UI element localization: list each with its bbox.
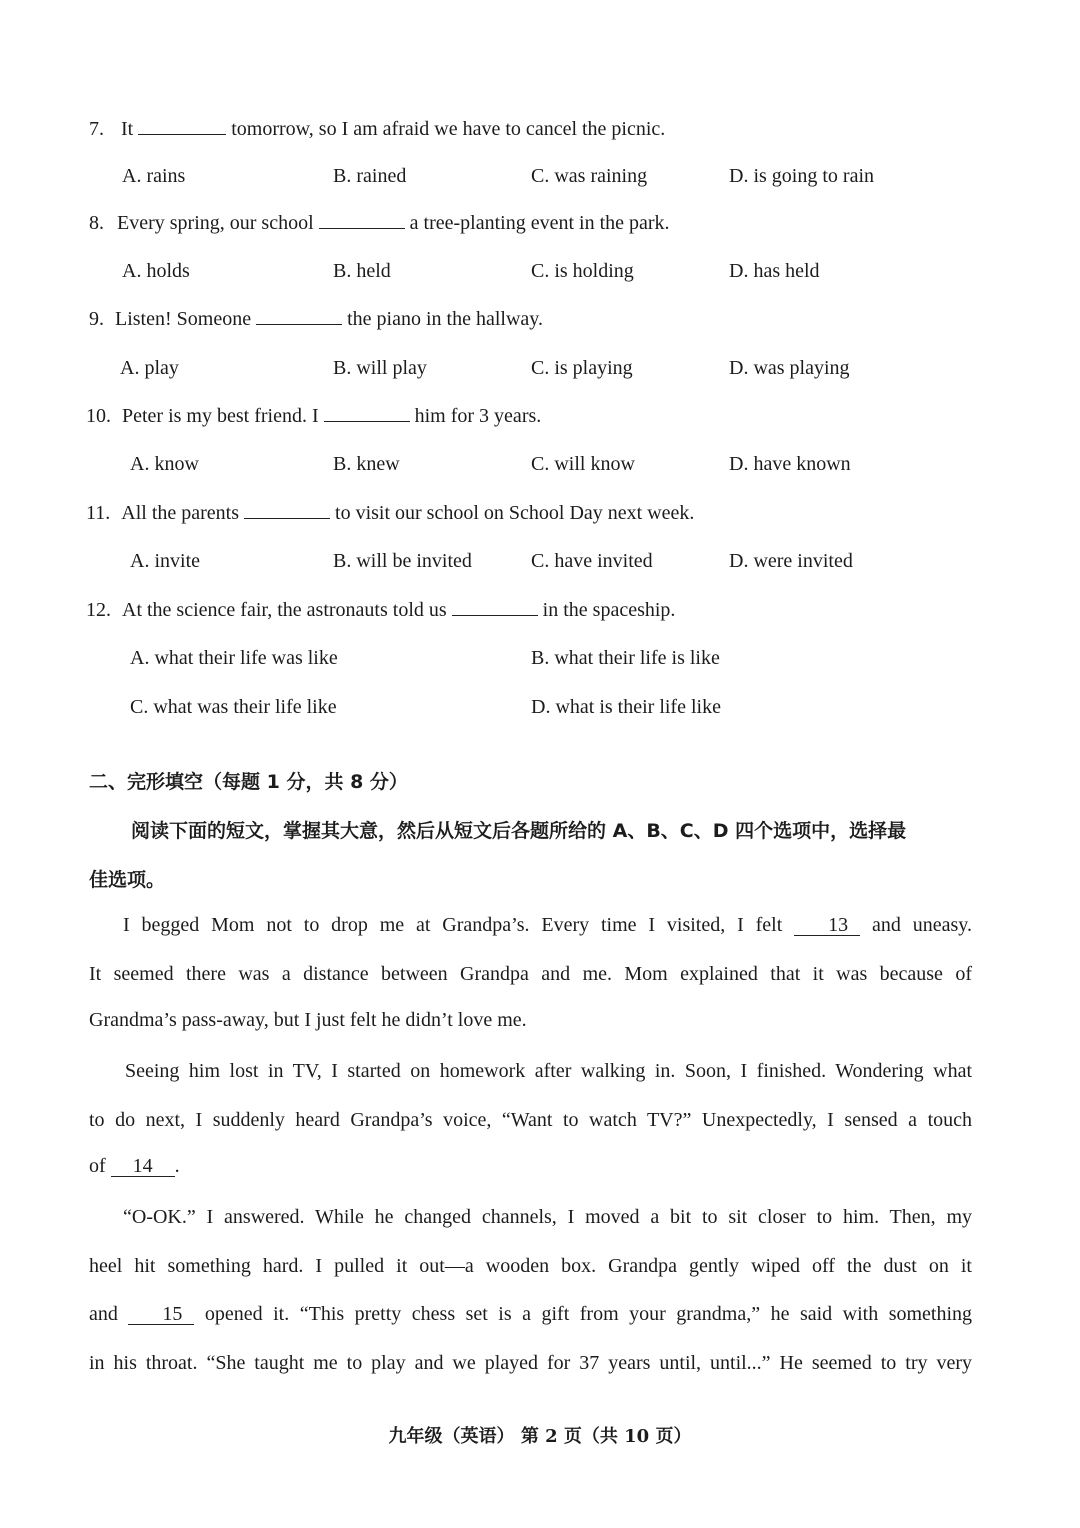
option-letter: C. xyxy=(531,453,550,475)
option-letter: D. xyxy=(729,260,749,282)
question-stem-after: him for 3 years. xyxy=(414,405,542,427)
option-text: is playing xyxy=(554,357,633,379)
answer-blank[interactable] xyxy=(452,614,538,616)
option-letter: D. xyxy=(729,550,749,572)
option-letter: D. xyxy=(729,165,749,187)
option-11c[interactable] xyxy=(531,550,653,573)
option-letter: D. xyxy=(729,357,749,379)
option-12d[interactable] xyxy=(531,696,721,719)
question-number: 10. xyxy=(86,405,111,427)
option-text: holds xyxy=(146,260,190,282)
option-12b[interactable] xyxy=(531,647,720,670)
option-9a[interactable] xyxy=(120,357,179,380)
question-7 xyxy=(89,118,665,141)
passage-text: and uneasy. xyxy=(872,914,973,936)
option-letter: C. xyxy=(531,550,550,572)
section-instruction: 阅读下面的短文，掌握其大意，然后从短文后各题所给的 A、B、C、D 四个选项中，选择最 xyxy=(131,820,907,842)
question-stem-before: Listen! Someone xyxy=(115,308,252,330)
option-text: what was their life like xyxy=(153,696,337,718)
option-10b[interactable] xyxy=(333,453,400,476)
question-number: 7. xyxy=(89,118,104,140)
option-9d[interactable] xyxy=(729,357,850,380)
question-12 xyxy=(86,599,675,622)
option-letter: B. xyxy=(333,165,352,187)
option-text: invite xyxy=(154,550,200,572)
option-letter: A. xyxy=(130,647,150,669)
option-text: will know xyxy=(554,453,635,475)
cloze-blank-14[interactable]: 14 xyxy=(111,1156,175,1177)
answer-blank[interactable] xyxy=(244,517,330,519)
passage-text: to do next, I suddenly heard Grandpa’s voice, “Want to watch TV?” Unexpectedly, I sensed a touch xyxy=(89,1108,972,1131)
section-title: 二、完形填空（每题 1 分，共 8 分） xyxy=(89,771,408,793)
question-stem-before: Every spring, our school xyxy=(117,212,314,234)
option-text: what their life was like xyxy=(154,647,338,669)
option-9b[interactable] xyxy=(333,357,427,380)
option-letter: B. xyxy=(333,260,352,282)
answer-blank[interactable] xyxy=(319,227,405,229)
option-7a[interactable] xyxy=(122,165,185,188)
section-instruction-cont: 佳选项。 xyxy=(89,869,166,891)
option-letter: B. xyxy=(531,647,550,669)
question-number: 9. xyxy=(89,308,104,330)
option-letter: B. xyxy=(333,453,352,475)
option-text: were invited xyxy=(753,550,853,572)
question-number: 11. xyxy=(86,502,111,524)
option-letter: C. xyxy=(531,260,550,282)
option-letter: A. xyxy=(122,260,142,282)
option-text: has held xyxy=(753,260,820,282)
option-text: have invited xyxy=(554,550,653,572)
passage-text: . xyxy=(174,1155,180,1177)
option-text: know xyxy=(154,453,199,475)
option-text: will be invited xyxy=(356,550,472,572)
passage-text: I begged Mom not to drop me at Grandpa’s. Every time I visited, I felt xyxy=(123,914,783,936)
question-stem-after: a tree-planting event in the park. xyxy=(409,212,670,234)
option-9c[interactable] xyxy=(531,357,633,380)
option-8b[interactable] xyxy=(333,260,391,283)
option-text: have known xyxy=(753,453,851,475)
question-number: 12. xyxy=(86,599,111,621)
option-10d[interactable] xyxy=(729,453,851,476)
passage-text: of xyxy=(89,1155,106,1177)
question-8 xyxy=(89,212,670,235)
option-text: what their life is like xyxy=(554,647,720,669)
answer-blank[interactable] xyxy=(256,323,342,325)
option-10a[interactable] xyxy=(130,453,199,476)
question-stem-after: to visit our school on School Day next week. xyxy=(335,502,695,524)
option-letter: B. xyxy=(333,550,352,572)
option-11d[interactable] xyxy=(729,550,853,573)
option-7d[interactable] xyxy=(729,165,874,188)
option-12a[interactable] xyxy=(130,647,338,670)
passage-text: Seeing him lost in TV, I started on homework after walking in. Soon, I finished. Wondering what xyxy=(125,1060,972,1082)
option-letter: C. xyxy=(531,357,550,379)
passage-text: heel hit something hard. I pulled it out—a wooden box. Grandpa gently wiped off the dust on it xyxy=(89,1254,972,1277)
cloze-blank-15[interactable]: 15 xyxy=(128,1304,194,1325)
question-9 xyxy=(89,308,543,331)
option-letter: D. xyxy=(531,696,551,718)
passage-text: in his throat. “She taught me to play and we played for 37 years until, until...” He seemed to try very xyxy=(89,1351,972,1374)
option-text: is going to rain xyxy=(753,165,874,187)
option-letter: A. xyxy=(130,453,150,475)
question-stem-before: All the parents xyxy=(121,502,240,524)
question-stem-after: tomorrow, so I am afraid we have to cancel the picnic. xyxy=(231,118,666,140)
option-text: knew xyxy=(356,453,400,475)
passage-text: “O-OK.” I answered. While he changed channels, I moved a bit to sit closer to him. Then, my xyxy=(123,1206,972,1228)
option-text: held xyxy=(356,260,391,282)
option-text: what is their life like xyxy=(555,696,721,718)
option-11b[interactable] xyxy=(333,550,472,573)
passage-text: opened it. “This pretty chess set is a gift from your grandma,” he said with something xyxy=(204,1303,973,1326)
question-stem-before: It xyxy=(121,118,134,140)
option-letter: C. xyxy=(531,165,550,187)
passage-paragraph-2 xyxy=(89,1047,972,1144)
option-letter: A. xyxy=(130,550,150,572)
option-text: was playing xyxy=(753,357,850,379)
passage-line xyxy=(89,1155,180,1178)
option-11a[interactable] xyxy=(130,550,200,573)
passage-paragraph-3 xyxy=(89,1193,972,1387)
question-11 xyxy=(86,502,694,525)
option-8d[interactable] xyxy=(729,260,820,283)
passage-line: Grandma’s pass-away, but I just felt he didn’t love me. xyxy=(89,1009,527,1031)
option-10c[interactable] xyxy=(531,453,635,476)
option-8c[interactable] xyxy=(531,260,634,283)
option-7b[interactable] xyxy=(333,165,406,188)
answer-blank[interactable] xyxy=(138,133,226,135)
option-text: is holding xyxy=(554,260,634,282)
option-text: rained xyxy=(356,165,407,187)
question-stem-before: Peter is my best friend. I xyxy=(122,405,319,427)
option-letter: C. xyxy=(130,696,149,718)
option-text: was raining xyxy=(554,165,648,187)
cloze-blank-13[interactable]: 13 xyxy=(794,915,860,936)
question-stem-before: At the science fair, the astronauts told us xyxy=(122,599,447,621)
question-number: 8. xyxy=(89,212,104,234)
option-8a[interactable] xyxy=(122,260,190,283)
passage-paragraph-1 xyxy=(89,901,972,998)
answer-blank[interactable] xyxy=(324,420,410,422)
option-letter: A. xyxy=(122,165,142,187)
option-text: rains xyxy=(146,165,186,187)
question-stem-after: in the spaceship. xyxy=(542,599,676,621)
option-12c[interactable] xyxy=(130,696,337,719)
option-letter: B. xyxy=(333,357,352,379)
passage-text: It seemed there was a distance between Grandpa and me. Mom explained that it was because of xyxy=(89,962,972,985)
option-7c[interactable] xyxy=(531,165,647,188)
question-10 xyxy=(86,405,541,428)
question-stem-after: the piano in the hallway. xyxy=(347,308,543,330)
option-text: play xyxy=(144,357,179,379)
page-footer: 九年级（英语） 第 2 页（共 10 页） xyxy=(388,1426,692,1447)
option-letter: D. xyxy=(729,453,749,475)
option-text: will play xyxy=(356,357,427,379)
passage-text: and xyxy=(89,1303,118,1326)
option-letter: A. xyxy=(120,357,140,379)
